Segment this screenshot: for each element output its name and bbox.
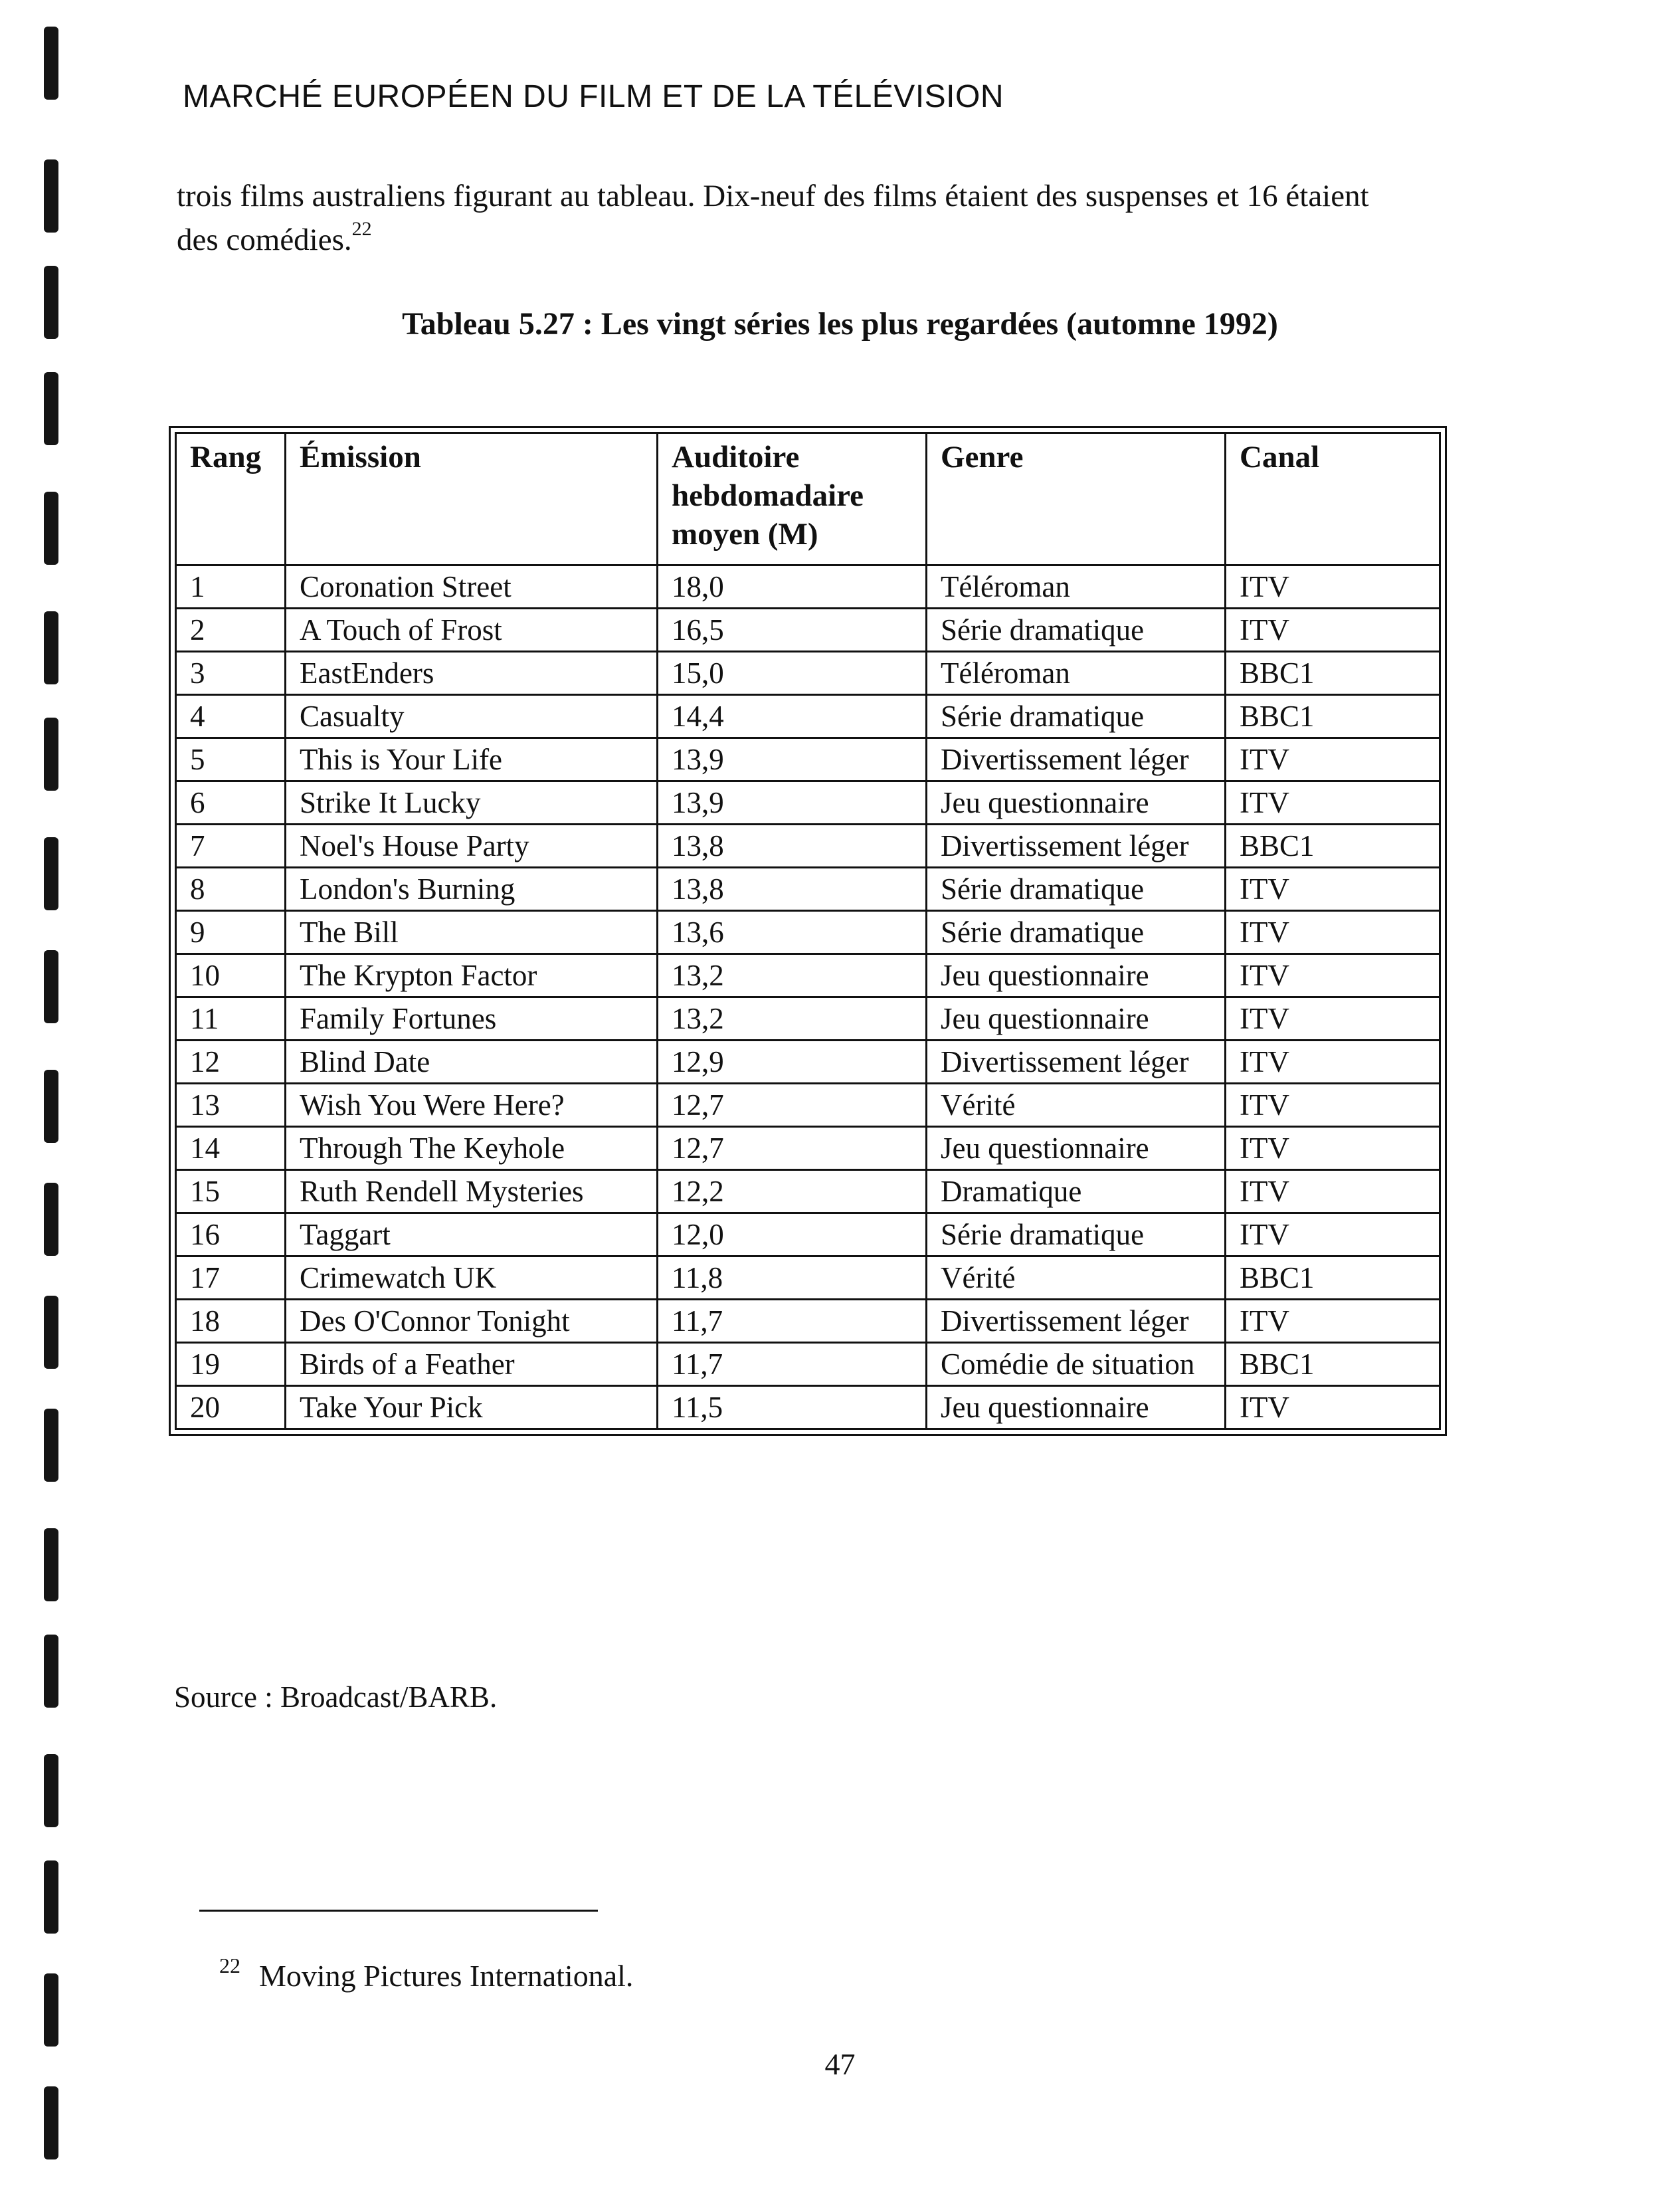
cell-emission: The Krypton Factor xyxy=(286,954,658,997)
table-row xyxy=(176,1127,1440,1170)
page-number: 47 xyxy=(824,2047,856,2081)
cell-canal: ITV xyxy=(1226,868,1440,911)
table-header-row xyxy=(176,433,1440,565)
cell-rang: 5 xyxy=(176,738,286,781)
body-line-1: trois films australiens figurant au tableau. Dix-neuf des films étaient des suspenses et 16 étaient xyxy=(177,179,1369,213)
cell-emission: Wish You Were Here? xyxy=(286,1084,658,1127)
cell-emission: Ruth Rendell Mysteries xyxy=(286,1170,658,1213)
table-row xyxy=(176,911,1440,954)
cell-genre: Divertissement léger xyxy=(927,825,1226,868)
cell-genre: Série dramatique xyxy=(927,1213,1226,1256)
cell-genre: Vérité xyxy=(927,1084,1226,1127)
cell-emission: Des O'Connor Tonight xyxy=(286,1300,658,1343)
header-canal: Canal xyxy=(1226,433,1440,565)
cell-rang: 3 xyxy=(176,652,286,695)
cell-genre: Vérité xyxy=(927,1256,1226,1300)
cell-auditoire: 15,0 xyxy=(658,652,927,695)
cell-auditoire: 12,7 xyxy=(658,1084,927,1127)
cell-genre: Téléroman xyxy=(927,565,1226,609)
cell-rang: 9 xyxy=(176,911,286,954)
table-row xyxy=(176,1084,1440,1127)
table-caption: Tableau 5.27 : Les vingt séries les plus regardées (automne 1992) xyxy=(402,306,1278,342)
cell-canal: ITV xyxy=(1226,1213,1440,1256)
footnote-number: 22 xyxy=(219,1954,240,1977)
header-auditoire-line-1: Auditoire xyxy=(672,440,800,474)
header-rang: Rang xyxy=(176,433,286,565)
cell-rang: 10 xyxy=(176,954,286,997)
cell-canal: BBC1 xyxy=(1226,1256,1440,1300)
cell-canal: ITV xyxy=(1226,997,1440,1041)
cell-canal: ITV xyxy=(1226,738,1440,781)
cell-emission: London's Burning xyxy=(286,868,658,911)
cell-auditoire: 13,2 xyxy=(658,997,927,1041)
cell-genre: Divertissement léger xyxy=(927,1041,1226,1084)
cell-emission: EastEnders xyxy=(286,652,658,695)
cell-emission: Birds of a Feather xyxy=(286,1343,658,1386)
cell-auditoire: 12,7 xyxy=(658,1127,927,1170)
table-row xyxy=(176,825,1440,868)
cell-auditoire: 13,2 xyxy=(658,954,927,997)
cell-canal: ITV xyxy=(1226,1041,1440,1084)
table-source: Source : Broadcast/BARB. xyxy=(174,1680,498,1714)
body-paragraph xyxy=(177,174,1459,262)
footnote-text: Moving Pictures International. xyxy=(259,1959,634,1993)
cell-emission: Take Your Pick xyxy=(286,1386,658,1429)
cell-genre: Série dramatique xyxy=(927,868,1226,911)
cell-canal: ITV xyxy=(1226,1386,1440,1429)
cell-genre: Série dramatique xyxy=(927,695,1226,738)
cell-canal: ITV xyxy=(1226,911,1440,954)
cell-rang: 15 xyxy=(176,1170,286,1213)
cell-genre: Divertissement léger xyxy=(927,738,1226,781)
cell-rang: 20 xyxy=(176,1386,286,1429)
cell-auditoire: 12,2 xyxy=(658,1170,927,1213)
table-frame xyxy=(169,426,1447,1436)
cell-emission: Casualty xyxy=(286,695,658,738)
header-emission: Émission xyxy=(286,433,658,565)
cell-genre: Jeu questionnaire xyxy=(927,781,1226,825)
cell-rang: 12 xyxy=(176,1041,286,1084)
cell-rang: 4 xyxy=(176,695,286,738)
cell-emission: Blind Date xyxy=(286,1041,658,1084)
cell-auditoire: 13,9 xyxy=(658,781,927,825)
cell-emission: Family Fortunes xyxy=(286,997,658,1041)
header-auditoire-line-3: moyen (M) xyxy=(672,517,818,551)
cell-canal: BBC1 xyxy=(1226,695,1440,738)
cell-auditoire: 16,5 xyxy=(658,609,927,652)
cell-auditoire: 13,8 xyxy=(658,825,927,868)
cell-rang: 7 xyxy=(176,825,286,868)
table-row xyxy=(176,609,1440,652)
table-row xyxy=(176,954,1440,997)
cell-canal: ITV xyxy=(1226,781,1440,825)
cell-emission: Coronation Street xyxy=(286,565,658,609)
cell-emission: Through The Keyhole xyxy=(286,1127,658,1170)
cell-canal: ITV xyxy=(1226,1127,1440,1170)
table-row xyxy=(176,1213,1440,1256)
cell-rang: 14 xyxy=(176,1127,286,1170)
cell-auditoire: 13,6 xyxy=(658,911,927,954)
table-row xyxy=(176,868,1440,911)
table-row xyxy=(176,652,1440,695)
cell-genre: Téléroman xyxy=(927,652,1226,695)
cell-auditoire: 11,8 xyxy=(658,1256,927,1300)
cell-rang: 11 xyxy=(176,997,286,1041)
table-row xyxy=(176,1041,1440,1084)
header-auditoire-line-2: hebdomadaire xyxy=(672,478,864,513)
running-head: MARCHÉ EUROPÉEN DU FILM ET DE LA TÉLÉVISION xyxy=(183,79,1004,114)
cell-emission: Strike It Lucky xyxy=(286,781,658,825)
cell-canal: ITV xyxy=(1226,609,1440,652)
cell-canal: BBC1 xyxy=(1226,1343,1440,1386)
footnote-divider xyxy=(199,1910,598,1912)
body-line-2-text: des comédies. xyxy=(177,223,352,257)
cell-emission: This is Your Life xyxy=(286,738,658,781)
series-table xyxy=(175,432,1441,1430)
header-auditoire xyxy=(658,433,927,565)
table-row xyxy=(176,1343,1440,1386)
cell-rang: 18 xyxy=(176,1300,286,1343)
cell-auditoire: 13,9 xyxy=(658,738,927,781)
cell-emission: The Bill xyxy=(286,911,658,954)
table-row xyxy=(176,1300,1440,1343)
cell-auditoire: 11,5 xyxy=(658,1386,927,1429)
cell-canal: ITV xyxy=(1226,1084,1440,1127)
cell-emission: Taggart xyxy=(286,1213,658,1256)
cell-rang: 13 xyxy=(176,1084,286,1127)
table-row xyxy=(176,781,1440,825)
cell-rang: 17 xyxy=(176,1256,286,1300)
cell-canal: ITV xyxy=(1226,1170,1440,1213)
table-row xyxy=(176,695,1440,738)
cell-auditoire: 11,7 xyxy=(658,1300,927,1343)
footnote xyxy=(219,1954,633,1993)
table-row xyxy=(176,997,1440,1041)
cell-auditoire: 12,9 xyxy=(658,1041,927,1084)
footnote-reference: 22 xyxy=(351,218,372,240)
cell-emission: Noel's House Party xyxy=(286,825,658,868)
cell-auditoire: 12,0 xyxy=(658,1213,927,1256)
cell-genre: Jeu questionnaire xyxy=(927,997,1226,1041)
cell-canal: ITV xyxy=(1226,954,1440,997)
cell-genre: Jeu questionnaire xyxy=(927,954,1226,997)
cell-genre: Divertissement léger xyxy=(927,1300,1226,1343)
cell-emission: Crimewatch UK xyxy=(286,1256,658,1300)
cell-rang: 6 xyxy=(176,781,286,825)
cell-canal: ITV xyxy=(1226,1300,1440,1343)
cell-genre: Dramatique xyxy=(927,1170,1226,1213)
cell-auditoire: 13,8 xyxy=(658,868,927,911)
table-row xyxy=(176,1386,1440,1429)
cell-emission: A Touch of Frost xyxy=(286,609,658,652)
cell-genre: Série dramatique xyxy=(927,609,1226,652)
cell-genre: Comédie de situation xyxy=(927,1343,1226,1386)
cell-rang: 2 xyxy=(176,609,286,652)
cell-auditoire: 18,0 xyxy=(658,565,927,609)
cell-genre: Série dramatique xyxy=(927,911,1226,954)
table-row xyxy=(176,565,1440,609)
cell-rang: 19 xyxy=(176,1343,286,1386)
table-row xyxy=(176,738,1440,781)
cell-rang: 1 xyxy=(176,565,286,609)
cell-genre: Jeu questionnaire xyxy=(927,1386,1226,1429)
cell-canal: ITV xyxy=(1226,565,1440,609)
cell-canal: BBC1 xyxy=(1226,652,1440,695)
cell-genre: Jeu questionnaire xyxy=(927,1127,1226,1170)
cell-auditoire: 14,4 xyxy=(658,695,927,738)
body-line-2 xyxy=(177,218,1459,262)
cell-canal: BBC1 xyxy=(1226,825,1440,868)
cell-rang: 16 xyxy=(176,1213,286,1256)
table-row xyxy=(176,1256,1440,1300)
cell-auditoire: 11,7 xyxy=(658,1343,927,1386)
table-row xyxy=(176,1170,1440,1213)
header-genre: Genre xyxy=(927,433,1226,565)
cell-rang: 8 xyxy=(176,868,286,911)
